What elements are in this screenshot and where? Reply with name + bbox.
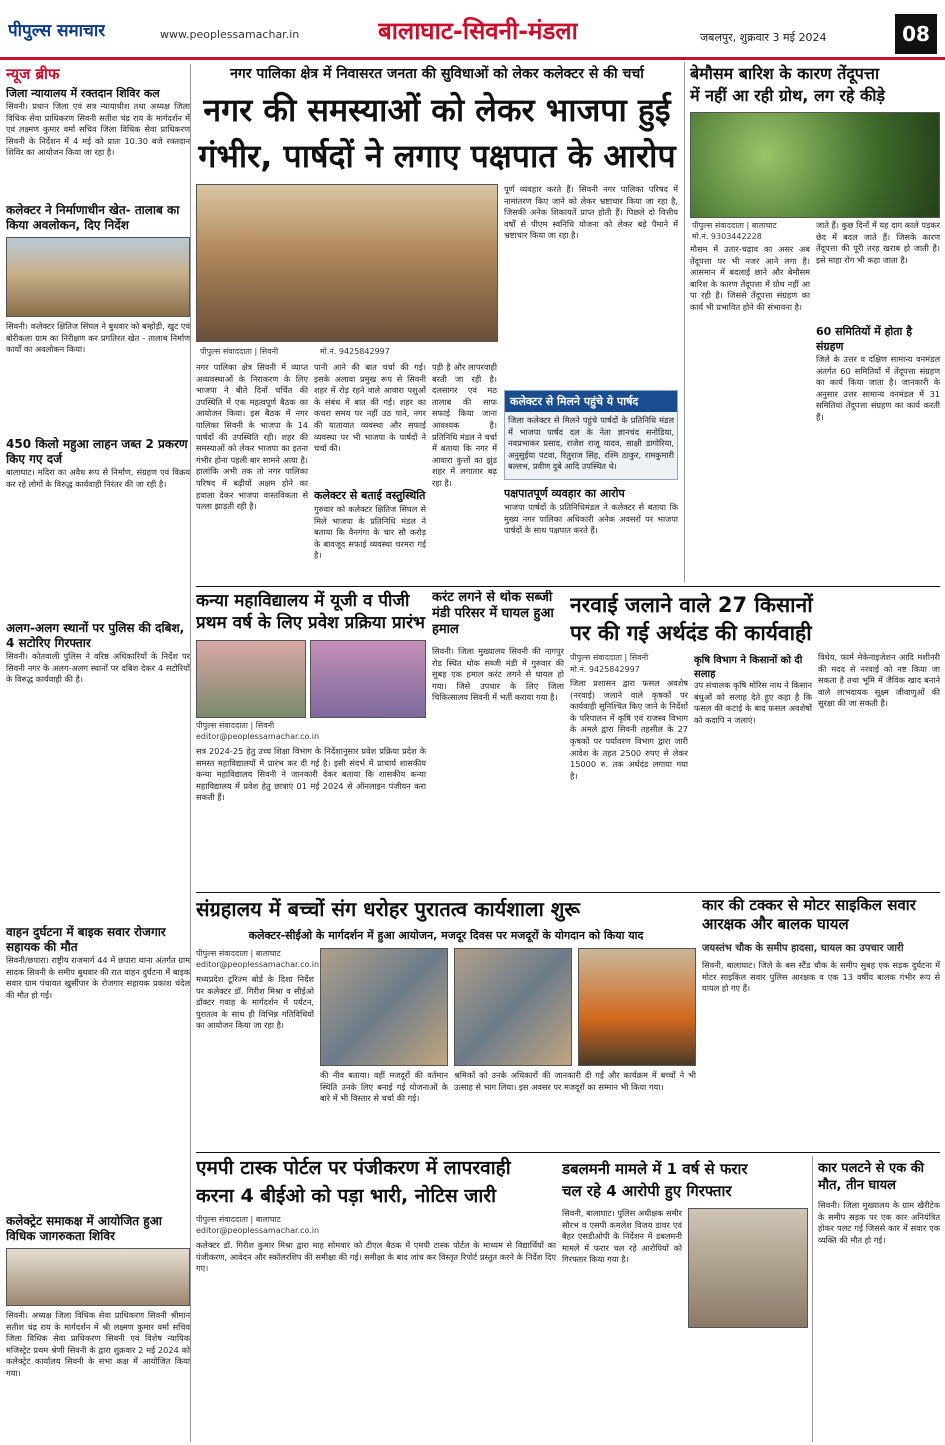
councillor-box-head: कलेक्टर से मिलने पहुंचे ये पार्षद bbox=[505, 391, 677, 412]
admission-email: editor@peoplessamachar.co.in bbox=[196, 732, 320, 741]
admission-credit: पीपुल्स संवाददाता | सिवनी bbox=[196, 721, 275, 730]
accident-headline: कार की टक्कर से मोटर साइकिल सवार आरक्षक और बालक घायल bbox=[702, 896, 916, 933]
brief-headline: अलग-अलग स्थानों पर पुलिस की दबिश, 4 सटोरिए गिरफ्तार bbox=[6, 621, 185, 650]
column-divider bbox=[812, 1156, 813, 1442]
photo-tendu-leaves bbox=[690, 112, 940, 218]
museum-body-c: श्रमिकों को उनके अधिकारों की जानकारी दी गई और कार्यक्रम में बच्चों ने भी उत्साह से भाग लिया। इस अवसर पर मजदूरों का सम्मान भी किया गया। bbox=[454, 1070, 696, 1092]
photo-felicitation bbox=[454, 948, 572, 1066]
stubble-sub: कृषि विभाग ने किसानों को दी सलाह bbox=[694, 655, 803, 680]
tendu-headline-line2: में नहीं आ रही ग्रोथ, लग रहे कीड़े bbox=[690, 86, 885, 105]
accident-body: सिवनी, बालाघाट। जिले के बस स्टैंड चौक के समीप सुबह एक सड़क दुर्घटना में मोटर साइकिल सवार पुलिस आरक्षक व एक 13 वर्षीय बालक गंभीर रूप से घायल हो गए हैं। bbox=[702, 960, 940, 994]
divider bbox=[196, 892, 940, 893]
museum-email: editor@peoplessamachar.co.in bbox=[196, 960, 320, 969]
divider bbox=[196, 586, 940, 587]
lead-col2: पानी आने की बात चर्चा की गई। इसके अलावा प्रमुख रूप से सिवनी शहर में रोड़ रहने वाले आवारा पशुओं के संबंध में बात की गई। शहर का कचरा समय पर नहीं उठ पाने, नगर की यातायात व्यवस्था और सफाई व्यवस्था पर भी भाजपा के पार्षदों ने चर्चा की। bbox=[314, 362, 426, 454]
vegetable-body: सिवनी। जिला मुख्यालय सिवनी की नागपुर रोड स्थित थोक सब्जी मंडी में गुरुवार की सुबह एक हमाल करंट लगने से घायल हो गया। जिसे उपचार के लिए जिला चिकित्सालय सिवनी में भर्ती कराया गया है। bbox=[432, 646, 564, 703]
news-brief-tag: न्यूज ब्रीफ bbox=[6, 65, 60, 83]
brief-body: सिवनी/छपारा। राष्ट्रीय राजमार्ग 44 में छपारा थाना अंतर्गत ग्राम सादक सिवनी के समीप बुधवार की रात वाहन दुर्घटना में बाइक सवार ग्राम पंचायत खुर्सीपार के रोजगार सहायक प्रकाश चंदेल की मौत हो गई। bbox=[6, 955, 190, 1000]
brief-body: सिवनी। कलेक्टर क्षितिज सिंघल ने बुधवार को बम्होड़ी, खुट एवं बोरीकला ग्राम का निरीक्षण कर प्रगतिरत खेत - तालाब निर्माण कार्यों का अवलोकन किया। bbox=[6, 321, 190, 355]
brief-headline: वाहन दुर्घटना में बाइक सवार रोजगार सहायक की मौत bbox=[6, 925, 166, 954]
tendu-body-a: मौसम में उतार-चढ़ाव का असर अब तेंदूपत्ता पर भी नजर आने लगा है। आसमान में बदलाई छाने और बेमौसम बारिश के कारण तेंदूपत्ता में ग्रोथ नहीं आ पा रही है। जिससे तेंदूपत्ता संग्रहण का कार्य भी प्रभावित होने की संभावना है। bbox=[690, 244, 810, 312]
photo-college bbox=[196, 640, 306, 718]
museum-body-b: की नीव बताया। वहीं मजदूरों की वर्तमान स्थिति उनके लिए बनाई गई योजनाओं के बारे में भी विस्तार से चर्चा की गई। bbox=[320, 1070, 448, 1104]
tendu-credit: पीपुल्स संवाददाता | बालाघाट bbox=[692, 221, 777, 230]
brief-body: सिवनी। कोतवाली पुलिस ने वरिष्ठ अधिकारियों के निर्देश पर सिवनी नगर के अलग-अलग स्थानों पर दबिश देकर 4 सटोरियों के विरुद्ध कार्यवाही की है। bbox=[6, 651, 190, 685]
brief-headline: जिला न्यायालय में रक्तदान शिविर कल bbox=[6, 87, 160, 100]
tendu-phone: मो.नं. 9303442228 bbox=[692, 232, 762, 241]
stubble-headline-line1: नरवाई जलाने वाले 27 किसानों bbox=[570, 593, 813, 617]
lead-sub2: पक्षपातपूर्ण व्यवहार का आरोप bbox=[504, 487, 625, 500]
admission-headline: कन्या महाविद्यालय में यूजी व पीजी प्रथम वर्ष के लिए प्रवेश प्रक्रिया प्रारंभ bbox=[196, 591, 425, 633]
lead-col1: नगर पालिका क्षेत्र सिवनी में व्याप्त अव्यवस्थाओं के निराकरण के लिए भाजपा ने बीते दिनों चर्चित की उपस्थिति में एक महत्वपूर्ण बैठक का आयोजन किया। इस बैठक में नगर पालिका सिवनी के भाजपा के 14 पार्षदों की उपस्थिति रही। शहर की समस्याओं को लेकर भाजपा का इतना गंभीर होना पहली बार सामने आया है। हालांकि अभी तक तो नगर पालिका परिषद में बढ़ीयों अक्षम होने का हवाला देकर भाजपा वास्तविकता से पल्ला झाड़ती रही है। bbox=[196, 362, 308, 512]
lead-col4: पूर्ण व्यवहार करते हैं। सिवनी नगर पालिका परिषद में नामांतरण किए जाने को लेकर भ्रष्टाचार किया जा रहा है, जिसकी अनेक शिकायतें प्राप्त होती हैं। पिछले दो वित्तीय वर्षों से पीएम स्वनिधि योजना को लेकर बड़े पैमाने में भ्रष्टाचार किया जा रहा है। bbox=[504, 184, 678, 241]
page-number: 08 bbox=[895, 14, 937, 54]
photo-bjp-meeting bbox=[196, 184, 498, 342]
photo-students bbox=[310, 640, 426, 718]
brief-body: सिवनी। अध्यक्ष जिला विधिक सेवा प्राधिकरण सिवनी श्रीमान सतीश चंद्र राय के मार्गदर्शन में श्री लक्ष्मण कुमार वर्मा सचिव जिला विधिक सेवा प्राधिकरण सिवनी एवं विशेष न्यायिक मजिस्ट्रेट प्रथम श्रेणी सिवनी के द्वारा शुक्रवार 2 मई 2024 को कलेक्ट्रेट कार्यालय सिवनी के सभा कक्ष में आयोजित किया गया। bbox=[6, 1310, 190, 1378]
tendu-sub: 60 समितियों में होता है संग्रहण bbox=[816, 325, 913, 353]
portal-headline-line2: करना 4 बीईओ को पड़ा भारी, नोटिस जारी bbox=[196, 1185, 496, 1207]
stubble-credit: पीपुल्स संवाददाता | सिवनी bbox=[570, 653, 649, 662]
stubble-body-a: जिला प्रशासन द्वारा फसल अवशेष (नरवाई) जलाने वाले कृषकों पर कार्यवाही सुनिश्चित किए जाने के निर्देशों के परिपालन में कृषि एवं राजस्व विभाग के अमले द्वारा सिवनी तहसील के 27 कृषकों पर पर्यावरण विभाग द्वारा जारी आदेश के तहत 2500 रुपए से लेकर 15000 रु. तक अर्थदंड लगाया गया है। bbox=[570, 678, 688, 781]
dateline: जबलपुर, शुक्रवार 3 मई 2024 bbox=[700, 31, 827, 44]
museum-kicker: कलेक्टर-सीईओ के मार्गदर्शन में हुआ आयोजन, मजदूर दिवस पर मजदूरों के योगदान को किया याद bbox=[248, 929, 644, 942]
museum-credit: पीपुल्स संवाददाता | बालाघाट bbox=[196, 949, 281, 958]
photo-labour-day bbox=[578, 948, 696, 1066]
doublemoney-body: सिवनी, बालाघाट। पुलिस अधीक्षक समीर सौरभ व एसपी कमलेश विजय डावर एवं बैहर एसडीओपी के निर्देशन में डबलमनी मामले में फरार चल रहे आरोपियों को गिरफ्तार किया गया है। bbox=[562, 1208, 682, 1265]
tendu-headline-line1: बेमौसम बारिश के कारण तेंदूपत्ता bbox=[690, 64, 880, 83]
portal-credit: पीपुल्स संवाददाता | बालाघाट bbox=[196, 1215, 281, 1224]
lead-sub2-body: भाजपा पार्षदों के प्रतिनिधिमंडल ने कलेक्टर से बताया कि मुख्य नगर पालिका अधिकारी अनेक अवसरों पर भाजपा पार्षदों के साथ पक्षपात करते हैं। bbox=[504, 502, 678, 536]
lead-sub1-body: गुरुवार को कलेक्टर क्षितिज सिंघल से मिले भाजपा के प्रतिनिधि मंडल ने बताया कि वैनगंगा के चार सौ करोड़ के बावजूद सफाई व्यवस्था चरमरा गई है। bbox=[314, 504, 426, 561]
photo-accused bbox=[688, 1208, 808, 1328]
councillor-box-body: जिला कलेक्टर से मिलने पहुंचे पार्षदों के प्रतिनिधि मंडल में भाजपा पार्षद दल के नेता ज्ञानचंद सनोडिया, नवप्रभाकर प्रसाद, राजेश राजू यादव, साक्षी डागोरिया, अनुसुईया पटवा, रितुराज सिंह, रश्मि ठाकुर, रामकुमारी बल्लभ, प्रवीण दुबे आदि उपस्थित थे। bbox=[508, 415, 674, 472]
photo-museum-workshop bbox=[320, 948, 448, 1066]
admission-body: सत्र 2024-25 हेतु उच्च शिक्षा विभाग के निर्देशानुसार प्रवेश प्रक्रिया प्रदेश के समस्त महाविद्यालयों में प्रारंभ कर दी गई है। इसी संदर्भ में प्राचार्य शासकीय कन्या महाविद्यालय सिवनी ने जानकारी देकर बताया कि शासकीय कन्या महाविद्यालय में प्रवेश हेतु छात्राएं 01 मई 2024 से ऑनलाइन पंजीयन करा सकती हैं। bbox=[196, 746, 426, 803]
doublemoney-headline-line1: डबलमनी मामले में 1 वर्ष से फरार bbox=[562, 1160, 748, 1178]
brief-headline: कलेक्टर ने निर्माणाधीन खेत- तालाब का किया अवलोकन, दिए निर्देश bbox=[6, 203, 180, 232]
overturn-body: सिवनी। जिला मुख्यालय के ग्राम खैरीटेक के समीप सड़क पर एक कार अनियंत्रित होकर पलट गई जिससे कार में सवार एक व्यक्ति की मौत हो गई। bbox=[818, 1200, 940, 1245]
doublemoney-headline-line2: चल रहे 4 आरोपी हुए गिरफ्तार bbox=[562, 1182, 732, 1200]
region-title: बालाघाट-सिवनी-मंडला bbox=[378, 17, 578, 45]
photo-legal-camp bbox=[6, 1248, 190, 1306]
divider bbox=[196, 1152, 940, 1153]
accident-kicker: जयस्तंभ चौक के समीप हादसा, घायल का उपचार जारी bbox=[702, 943, 904, 954]
stubble-phone: मो.नं. 9425842997 bbox=[570, 665, 640, 674]
photo-site-inspection bbox=[6, 237, 190, 317]
portal-email: editor@peoplessamachar.co.in bbox=[196, 1226, 320, 1235]
stubble-body-b: उप संचालक कृषि मोरिस नाथ ने किसान बंधुओं को सलाह देते हुए कहा है कि फसल की कटाई के बाद फसल अवशेषों को कदापि न जलाएं। bbox=[694, 680, 812, 725]
lead-sub1: कलेक्टर से बताई वस्तुस्थिति bbox=[314, 489, 426, 502]
councillor-box bbox=[504, 390, 678, 480]
masthead: पीपुल्स समाचार bbox=[8, 21, 106, 41]
lead-phone: मो.नं. 9425842997 bbox=[320, 347, 390, 356]
portal-body: कलेक्टर डॉ. गिरीश कुमार मिश्रा द्वारा माह सोमवार को टीएल बैठक में एमपी टास्क पोर्टल के माध्यम से विद्यार्थियों का पंजीकरण, आवेदन और स्कॉलरशिप की समीक्षा की गई। समीक्षा के बाद जांच कर विस्तृत रिपोर्ट प्रस्तुत करने के निर्देश दिए गए। bbox=[196, 1240, 556, 1274]
stubble-headline-line2: पर की गई अर्थदंड की कार्यवाही bbox=[570, 621, 812, 645]
museum-body-a: मध्यप्रदेश टूरिज्म बोर्ड के दिशा निर्देश पर कलेक्टर डॉ. गिरीश मिश्रा व सीईओ डॉक्टर गवाह के मार्गदर्शन में पर्यटन, पुरातत्व के साथ ही विभिन्न गतिविधियों का आयोजन किया जा रहा है। bbox=[196, 974, 314, 1031]
lead-headline-line2: गंभीर, पार्षदों ने लगाए पक्षपात के आरोप bbox=[198, 137, 676, 175]
brief-body: सिवनी। प्रधान जिला एवं सत्र न्यायाधीश तथा अध्यक्ष जिला विधिक सेवा प्राधिकरण सिवनी सतीश चंद्र राय के मार्गदर्शन में एवं लक्ष्मण कुमार वर्मा सचिव जिला विधिक सेवा प्राधिकरण सिवनी के निर्देशन में 4 मई को प्रातः 10.30 बजे रक्तदान शिविर का आयोजन किया जा रहा है। bbox=[6, 101, 190, 158]
lead-headline-line1: नगर की समस्याओं को लेकर भाजपा हुई bbox=[203, 91, 671, 129]
brief-headline: कलेक्ट्रेट समाकक्ष में आयोजित हुआ विधिक जागरुकता शिविर bbox=[6, 1214, 162, 1243]
tendu-body-b: जाते हैं। कुछ दिनों में यह दाग काले पड़कर छेद में बदल जाते हैं। जिसके कारण तेंदूपत्ता की पूरी तरह खराब हो जाती है। इसे माहा रोग भी कहा जाता है। bbox=[816, 220, 940, 265]
lead-kicker: नगर पालिका क्षेत्र में निवासरत जनता की सुविधाओं को लेकर कलेक्टर से की चर्चा bbox=[230, 66, 644, 82]
vegetable-headline: करंट लगने से थोक सब्जी मंडी परिसर में घायल हुआ हमाल bbox=[432, 590, 554, 637]
tendu-sub-body: जिले के उत्तर व दक्षिण सामान्य वनमंडल अंतर्गत 60 समितियों में तेंदूपत्ता संग्रहण का कार्य किया जाता है। जानकारी के अनुसार उत्तर सामान्य वनमंडल में 31 समितियां तेंदूपत्ता संग्रहण का कार्य करती हैं। bbox=[816, 354, 940, 422]
stubble-body-c: विधेय, फार्म मेकेनाइजेशन आदि मशीनरी की मदद से नरवाई को नष्ट किया जा सकता है तथा भूमि में जैविक खाद बनाने वाले लाभदायक सूक्ष्म जीवाणुओं की सुरक्षा की जा सकती है। bbox=[818, 652, 940, 709]
brief-headline: 450 किलो महुआ लाहन जब्त 2 प्रकरण किए गए दर्ज bbox=[6, 437, 188, 466]
lead-col3: पड़ी है और लापरवाही बरती जा रही है। दलसागर एवं मठ तालाब की साफ सफाई किया जाना आवश्यक है। प्रतिनिधि मंडल ने चर्चा में बताया कि नगर में आवारा कुत्तों का झुंड शहर में लगातार बढ़ रहा है। bbox=[432, 362, 497, 488]
museum-headline: संग्रहालय में बच्चों संग धरोहर पुरातत्व कार्यशाला शुरू bbox=[196, 897, 580, 921]
brief-body: बालाघाट। मदिरा का अवैध रूप से निर्माण, संग्रहण एवं विक्रय कर रहे लोगों के विरुद्ध कार्यवाही निरंतर की जा रही है। bbox=[6, 467, 190, 489]
news-brief-column bbox=[6, 64, 191, 1442]
column-divider bbox=[684, 62, 685, 582]
overturn-headline: कार पलटने से एक की मौत, तीन घायल bbox=[818, 1161, 925, 1193]
website[interactable]: www.peoplessamachar.in bbox=[160, 28, 300, 41]
portal-headline-line1: एमपी टास्क पोर्टल पर पंजीकरण में लापरवाही bbox=[196, 1157, 511, 1179]
lead-credit: पीपुल्स संवाददाता | सिवनी bbox=[200, 347, 279, 356]
